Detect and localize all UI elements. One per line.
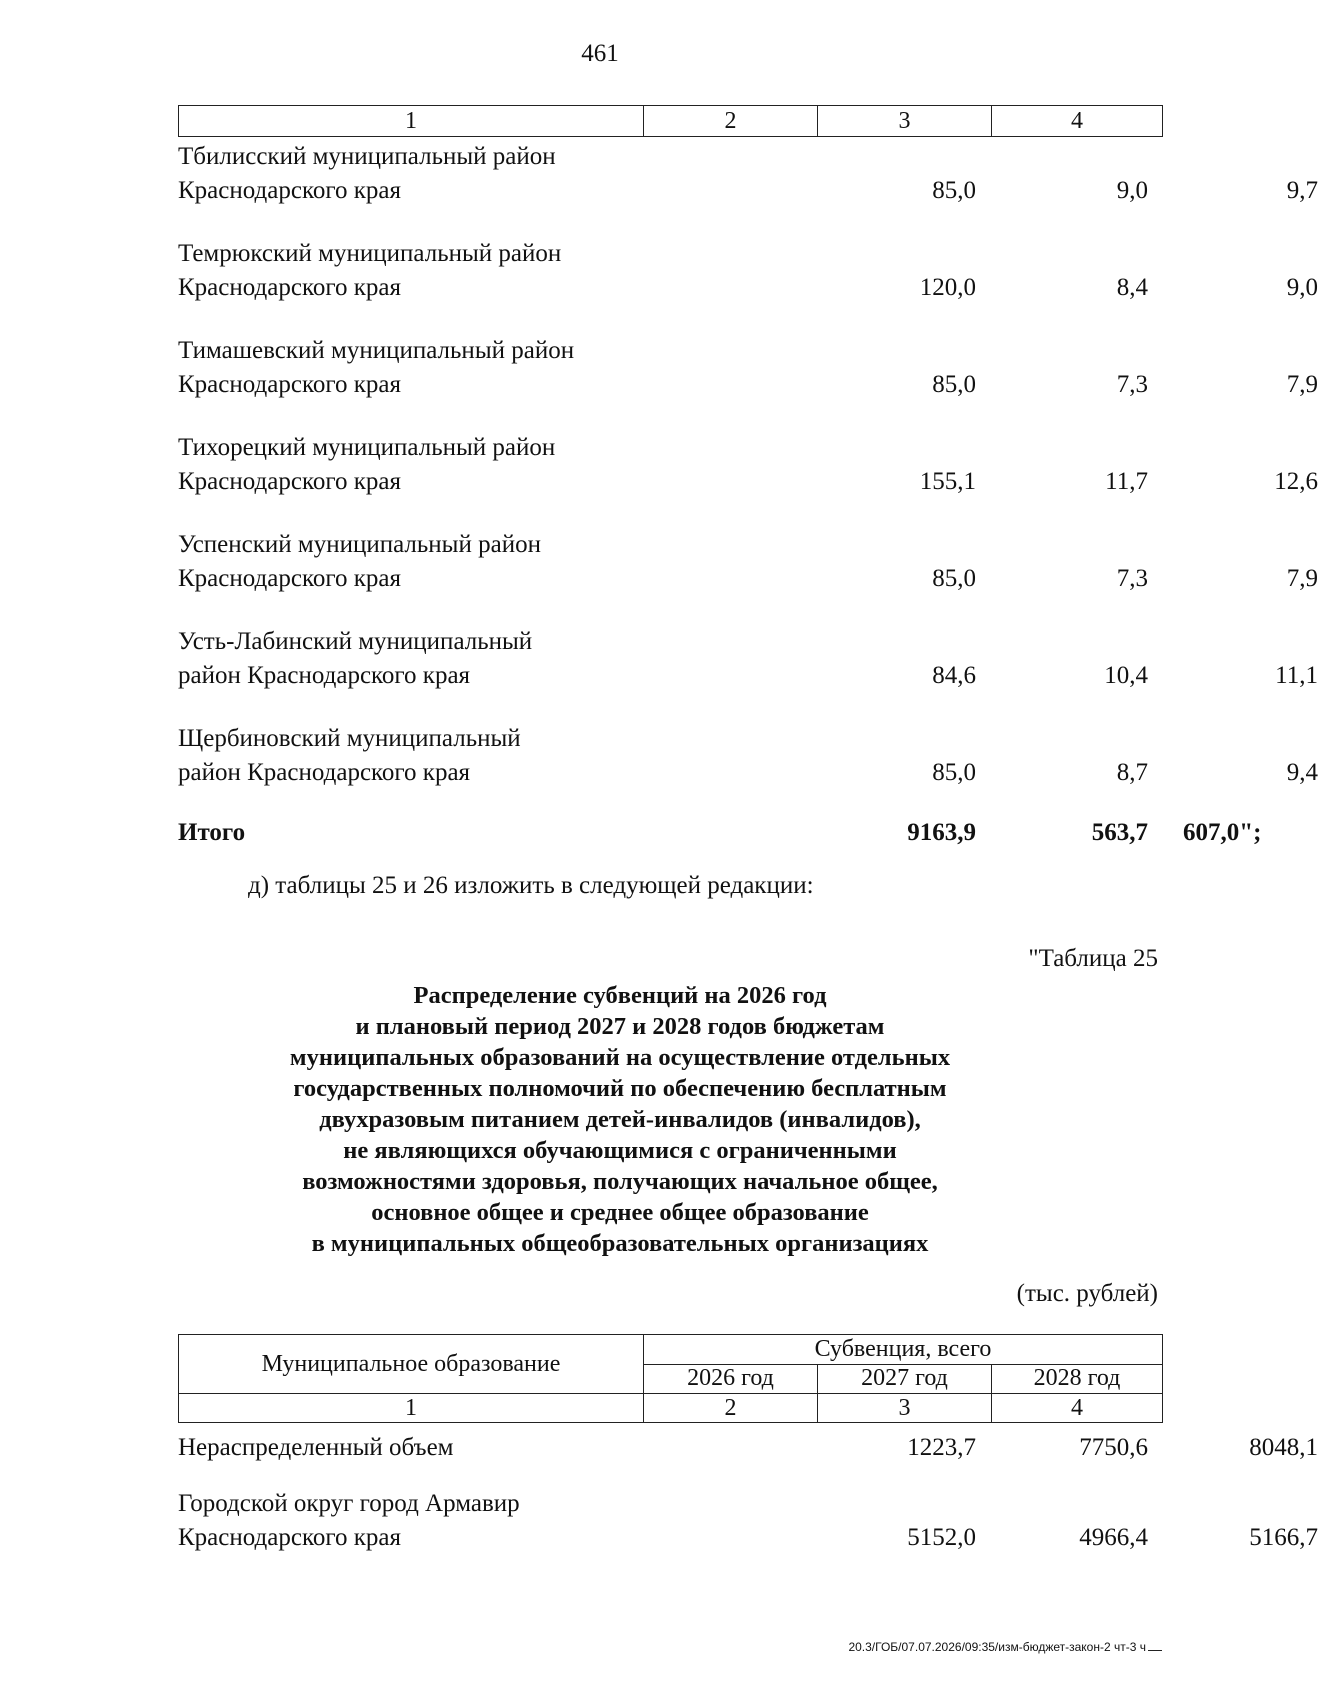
title-line: возможностями здоровья, получающих начальное общее, (302, 1168, 938, 1195)
value-2026: 85,0 (932, 177, 976, 204)
column-number-2: 2 (644, 106, 818, 137)
header-year-2026: 2026 год (644, 1364, 818, 1394)
municipality-name: Успенский муниципальный район Краснодарского края (178, 531, 541, 592)
table-row (178, 334, 1318, 402)
value-2026: 1223,7 (907, 1434, 976, 1461)
municipality-name: Городской округ город Армавир Краснодарского края (178, 1490, 520, 1551)
value-2026: 85,0 (932, 565, 976, 592)
municipality-name: Тбилисский муниципальный район Краснодарского края (178, 143, 556, 204)
title-line: муниципальных образований на осуществление отдельных (289, 1044, 951, 1071)
municipality-name: Темрюкский муниципальный район Краснодарского края (178, 240, 562, 301)
value-2026: 155,1 (919, 468, 976, 495)
municipality-name: Щербиновский муниципальный район Краснодарского края (178, 725, 521, 786)
table-label: "Таблица 25 (1028, 945, 1158, 972)
footer-code: 20.3/ГОБ/07.07.2026/09:35/изм-бюджет-закон-2 чт-3 ч (812, 1640, 1162, 1654)
title-line: не являющихся обучающимися с ограниченными (343, 1137, 897, 1164)
page-number: 461 (581, 40, 619, 67)
table-row (178, 1487, 1318, 1555)
title-line: государственных полномочий по обеспечению бесплатным (293, 1075, 947, 1102)
footer-underline (1148, 1650, 1162, 1651)
instruction-text: д) таблицы 25 и 26 изложить в следующей редакции: (248, 872, 814, 899)
column-number-1: 1 (179, 106, 644, 137)
total-2026: 9163,9 (907, 819, 976, 846)
column-number-4: 4 (992, 106, 1163, 137)
value-2028: 7,9 (1286, 371, 1318, 398)
column-number-3: 3 (818, 1394, 992, 1423)
value-2026: 85,0 (932, 759, 976, 786)
title-line: и плановый период 2027 и 2028 годов бюджетам (355, 1013, 885, 1040)
header-year-2027: 2027 год (818, 1364, 992, 1394)
table-row (178, 722, 1318, 790)
table25-body (178, 1431, 1318, 1584)
continuation-table-body (178, 140, 1318, 879)
municipality-name: Усть-Лабинский муниципальный район Краснодарского края (178, 628, 533, 689)
title-line: основное общее и среднее общее образование (371, 1199, 869, 1226)
column-number-1: 1 (179, 1394, 644, 1423)
value-2028: 5166,7 (1249, 1524, 1318, 1551)
total-label: Итого (178, 819, 246, 846)
value-2027: 9,0 (1116, 177, 1148, 204)
table25-header (178, 1334, 1163, 1423)
unit-label: (тыс. рублей) (1016, 1280, 1158, 1307)
municipality-name: Тимашевский муниципальный район Краснодарского края (178, 337, 575, 398)
value-2028: 9,0 (1286, 274, 1318, 301)
value-2027: 8,4 (1116, 274, 1148, 301)
table-row (178, 1431, 1318, 1465)
table-row (178, 140, 1318, 208)
header-subvention: Субвенция, всего (644, 1335, 1163, 1365)
value-2028: 11,1 (1275, 662, 1318, 689)
header-year-2028: 2028 год (992, 1364, 1163, 1394)
value-2026: 120,0 (919, 274, 976, 301)
value-2028: 9,4 (1286, 759, 1318, 786)
column-number-4: 4 (992, 1394, 1163, 1423)
value-2027: 11,7 (1105, 468, 1148, 495)
value-2027: 7750,6 (1079, 1434, 1148, 1461)
municipality-name: Тихорецкий муниципальный район Краснодарского края (178, 434, 556, 495)
column-number-2: 2 (644, 1394, 818, 1423)
table-title (230, 980, 1010, 1259)
value-2026: 85,0 (932, 371, 976, 398)
total-row (178, 816, 1262, 850)
column-number-3: 3 (818, 106, 992, 137)
title-line: двухразовым питанием детей-инвалидов (инвалидов), (319, 1106, 921, 1133)
value-2026: 5152,0 (907, 1524, 976, 1551)
municipality-name: Нераспределенный объем (178, 1434, 454, 1461)
value-2028: 7,9 (1286, 565, 1318, 592)
table-row (178, 625, 1318, 693)
value-2027: 4966,4 (1079, 1524, 1148, 1551)
title-line: в муниципальных общеобразовательных организациях (311, 1230, 929, 1257)
value-2028: 9,7 (1286, 177, 1318, 204)
title-line: Распределение субвенций на 2026 год (413, 982, 827, 1009)
value-2028: 12,6 (1274, 468, 1318, 495)
table-row (178, 528, 1318, 596)
value-2027: 7,3 (1116, 371, 1148, 398)
value-2027: 10,4 (1104, 662, 1148, 689)
value-2027: 7,3 (1116, 565, 1148, 592)
value-2027: 8,7 (1116, 759, 1148, 786)
table-row (178, 431, 1318, 499)
header-municipality: Муниципальное образование (179, 1335, 644, 1394)
total-2027: 563,7 (1091, 819, 1148, 846)
value-2028: 8048,1 (1249, 1434, 1318, 1461)
value-2026: 84,6 (932, 662, 976, 689)
table-row (178, 237, 1318, 305)
continuation-table-header (178, 105, 1163, 137)
total-2028: 607,0"; (1183, 819, 1262, 846)
